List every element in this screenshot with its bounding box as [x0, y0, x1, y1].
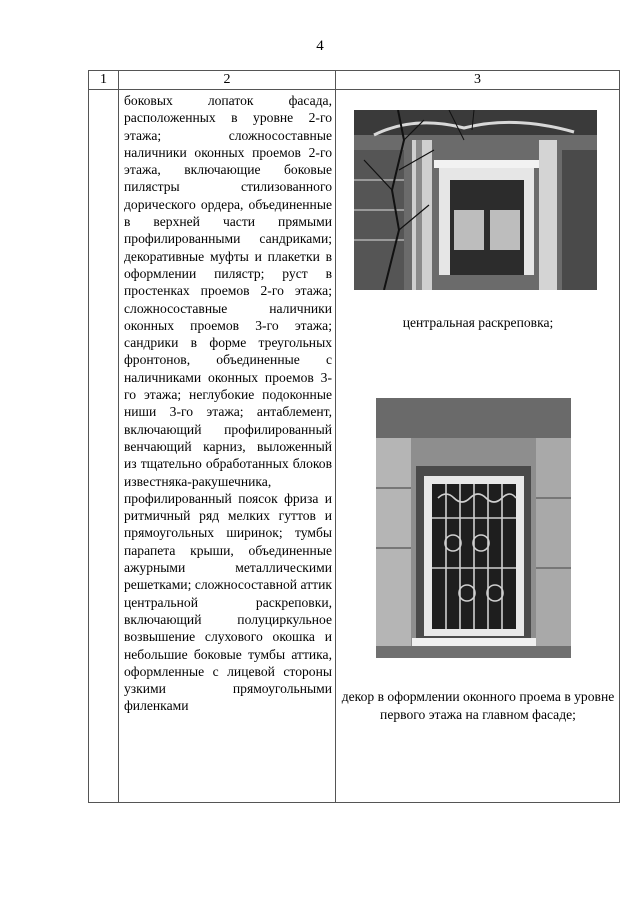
monument-table: [88, 70, 620, 803]
facade-photo-window-grille: [376, 398, 571, 658]
description-text: боковых лопаток фасада, расположенных в уровне 2-го этажа; сложносоставные наличники оконных проемов 2-го этажа, включающие боковые пилястры стилизованного дорического ордера, объединенные в верхней части прямыми профилированными сандриками; декоративные муфты и плакетки в оформлении пилястр; руст в простенках проемов 2-го этажа; сложносоставные наличники оконных проемов 3-го этажа; сандрики в форме треугольных фронтонов, объединенные с наличниками оконных проемов 3-го этажа; неглубокие подоконные ниши 3-го этажа; антаблемент, включающий профилированный венчающий карниз, выложенный из тщательно обработанных блоков известняка-ракушечника, профилированный поясок фриза и ритмичный ряд мелких гуттов и прямоугольных ширинок; тумбы парапета крыши, объединенные ажурными металлическими решетками; сложносоставной аттик центральной раскреповки, включающий полуциркульное возвышение слухового окошка и небольшие боковые тумбы аттика, оформленные с лицевой стороны узкими прямоугольными филенками: [124, 93, 332, 714]
facade-photo-central-projection: [354, 110, 597, 290]
header-cell-2: 2: [119, 71, 336, 90]
table-header-row: [89, 71, 620, 90]
header-cell-3: 3: [336, 71, 620, 90]
page-number: 4: [316, 38, 324, 54]
photo-cell: [336, 90, 620, 803]
photo-caption-1: центральная раскреповка;: [402, 315, 554, 330]
table-row: [89, 90, 620, 803]
header-cell-1: 1: [89, 71, 119, 90]
row-number-cell: [89, 90, 119, 803]
photo-caption-2: декор в оформлении оконного проема в уровне первого этажа на главном фасаде;: [341, 689, 615, 722]
description-cell: [119, 90, 336, 803]
